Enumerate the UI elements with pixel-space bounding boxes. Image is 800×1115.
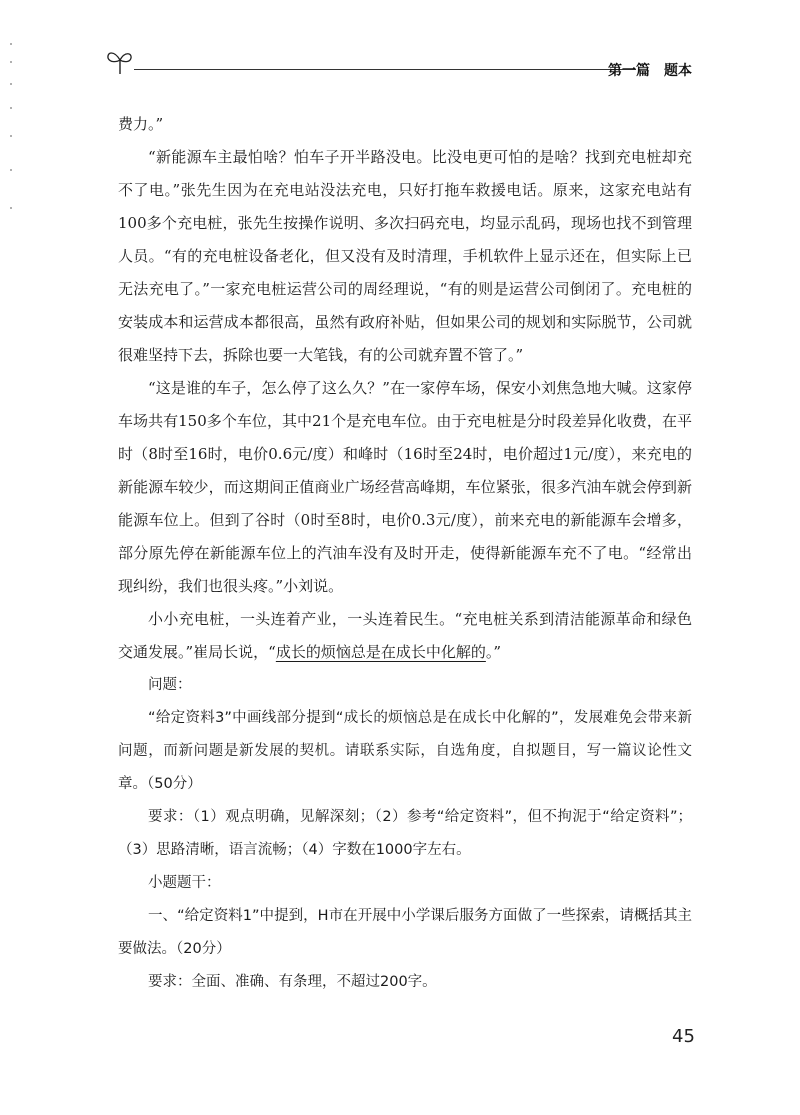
sub-question-label: 小题题干： xyxy=(148,875,221,891)
growth-quote-lead: 小小充电桩，一头连着产业，一头连着民生。“充电桩关系到清洁能源革命和绿色交通发展。”崔局长说，“ xyxy=(118,610,692,661)
requirements-summary: 要求：全面、准确、有条理，不超过200字。 xyxy=(148,974,437,990)
requirements-essay: 要求：（1）观点明确，见解深刻；（2）参考“给定资料”，但不拘泥于“给定资料”；（3）思路清晰，语言流畅；（4）字数在1000字左右。 xyxy=(118,809,692,858)
question-text: “给定资料3”中画线部分提到“成长的烦恼总是在成长中化解的”，发展难免会带来新问题，而新问题是新发展的契机。请联系实际，自选角度，自拟题目，写一篇议论性文章。（50分） xyxy=(118,710,692,792)
page-body xyxy=(118,108,692,999)
paragraph-charging-station: “新能源车主最怕啥？怕车子开半路没电。比没电更可怕的是啥？找到充电桩却充不了电。”张先生因为在充电站没法充电，只好打拖车救援电话。原来，这家充电站有100多个充电桩，张先生按操作说明、多次扫码充电，均显示乱码，现场也找不到管理人员。“有的充电桩设备老化，但又没有及时清理，手机软件上显示还在，但实际上已无法充电了。”一家充电桩运营公司的周经理说，“有的则是运营公司倒闭了。充电桩的安装成本和运营成本都很高，虽然有政府补贴，但如果公司的规划和实际脱节，公司就很难坚持下去，拆除也要一大笔钱，有的公司就弃置不管了。” xyxy=(118,148,692,364)
paragraph-parking-lot: “这是谁的车子，怎么停了这么久？”在一家停车场，保安小刘焦急地大喊。这家停车场共有150多个车位，其中21个是充电车位。由于充电桩是分时段差异化收费，在平时（8时至16时，电价0.6元/度）和峰时（16时至24时，电价超过1元/度），来充电的新能源车较少，而这期间正值商业广场经营高峰期，车位紧张，很多汽油车就会停到新能源车位上。但到了谷时（0时至8时，电价0.3元/度），前来充电的新能源车会增多，部分原先停在新能源车位上的汽油车没有及时开走，使得新能源车充不了电。“经常出现纠纷，我们也很头疼。”小刘说。 xyxy=(118,379,692,595)
growth-quote-end: 。” xyxy=(485,643,502,661)
header-rule xyxy=(134,69,636,70)
question-label: 问题： xyxy=(148,677,192,693)
section-label: 第一篇 题本 xyxy=(608,63,692,79)
paragraph-growth-quote xyxy=(118,603,692,669)
margin-dots xyxy=(9,40,13,240)
sub-question-text: 一、“给定资料1”中提到，H市在开展中小学课后服务方面做了一些探索，请概括其主要做法。（20分） xyxy=(118,908,692,957)
sprout-icon xyxy=(106,46,134,76)
page-header xyxy=(94,46,700,86)
page-number: 45 xyxy=(672,1026,695,1047)
underlined-quote: 成长的烦恼总是在成长中化解的 xyxy=(275,643,486,661)
paragraph-continuation: 费力。” xyxy=(118,115,164,133)
